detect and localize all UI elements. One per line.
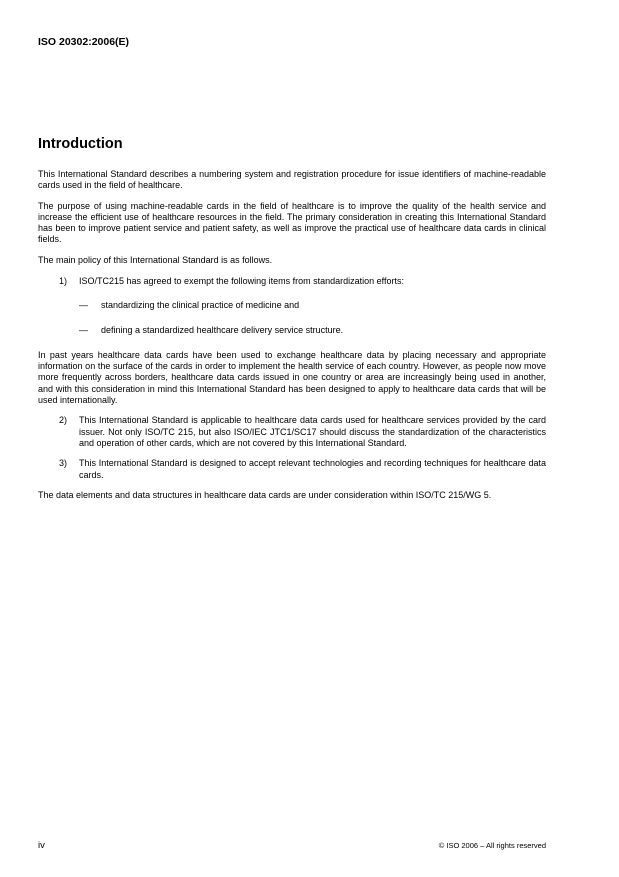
numbered-item xyxy=(38,415,546,449)
dash-marker: — xyxy=(79,325,88,336)
page-number: iv xyxy=(38,840,45,851)
dash-item-text: standardizing the clinical practice of medicine and xyxy=(101,300,300,311)
dash-item-text: defining a standardized healthcare delivery service structure. xyxy=(101,325,344,336)
copyright-notice: © ISO 2006 – All rights reserved xyxy=(438,841,546,850)
paragraph: The main policy of this International Standard is as follows. xyxy=(38,255,273,265)
item-text: ISO/TC215 has agreed to exempt the following items from standardization efforts: xyxy=(79,275,404,286)
item-number: 3) xyxy=(59,458,68,469)
paragraph: In past years healthcare data cards have been used to exchange healthcare data by placing necessary and appropriate information on the surface of the cards in order to implement the health service of each country. However, as people now move more frequently across borders, healthcare data cards issued in one country or area are increasingly being used in another, and with this consideration in mind this International Standard has been designed to apply to healthcare data cards that will be used internationally. xyxy=(38,349,546,405)
body-text xyxy=(38,169,546,511)
item-text: This International Standard is applicable to healthcare data cards used for healthcare services provided by the card issuer. Not only ISO/TC 215, but also ISO/IEC JTC1/SC17 should discuss the standardization of the characteristics and operation of other cards, which are not covered by this International Standard. xyxy=(79,415,546,448)
dash-item xyxy=(38,325,546,336)
numbered-item xyxy=(38,276,546,287)
item-number: 1) xyxy=(59,275,68,286)
document-id: ISO 20302:2006(E) xyxy=(38,36,130,48)
dash-marker: — xyxy=(79,300,88,311)
numbered-item xyxy=(38,458,546,480)
section-title: Introduction xyxy=(38,136,123,152)
dash-item xyxy=(38,300,546,311)
paragraph: The data elements and data structures in healthcare data cards are under consideration within ISO/TC 215/WG 5. xyxy=(38,490,492,501)
paragraph: This International Standard describes a numbering system and registration procedure for issue identifiers of machine-readable cards used in the field of healthcare. xyxy=(38,169,546,191)
item-text: This International Standard is designed to accept relevant technologies and recording techniques for healthcare data cards. xyxy=(79,458,546,480)
item-number: 2) xyxy=(59,415,68,426)
paragraph: The purpose of using machine-readable cards in the field of healthcare is to improve the quality of the health service and increase the efficient use of healthcare resources in the field. The primary consideration in creating this International Standard has been to improve patient service and patient safety, as well as improve the practical use of healthcare data cards in clinical fields. xyxy=(38,200,546,245)
